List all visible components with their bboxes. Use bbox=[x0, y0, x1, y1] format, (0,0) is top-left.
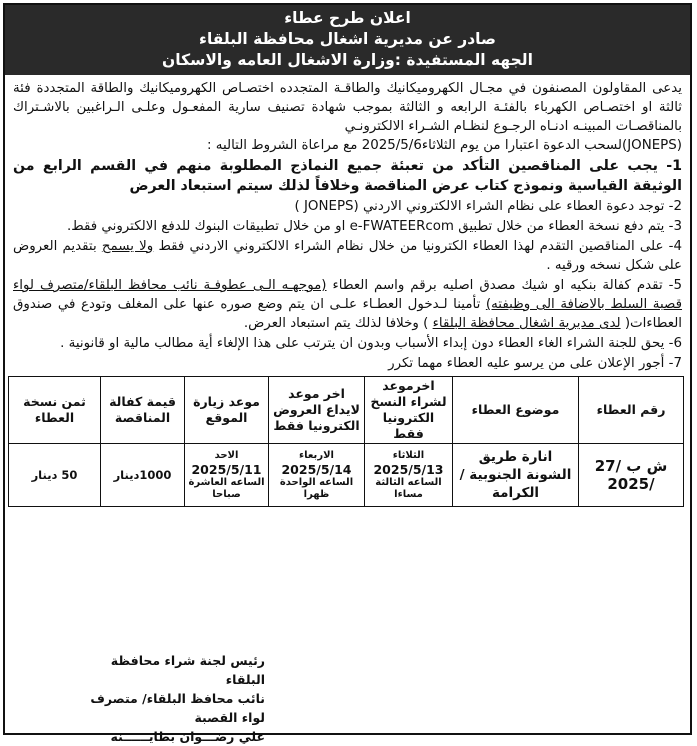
signature-line-1: رئيس لجنة شراء محافظة البلقاء bbox=[110, 653, 265, 687]
announcement-title: اعلان طرح عطاء bbox=[284, 9, 411, 27]
signature-line-2: نائب محافظ البلقاء/ متصرف لواء القصبة bbox=[90, 691, 265, 725]
condition-7: 7- أجور الإعلان على من يرسو عليه العطاء مهما تكرر bbox=[388, 356, 682, 371]
condition-5-text-b: تأمينا لـدخول العطـاء علـى ان يتم وضع صوره عنها على المغلف وتودع في صندوق العطاءات( bbox=[13, 297, 682, 331]
condition-6: 6- يحق للجنة الشراء الغاء العطاء دون إبداء الأسباب وبدون ان يترتب على هذا الإلغاء أية مطالب مالية او قانونية . bbox=[60, 336, 682, 351]
visit-date: 2025/5/11 bbox=[191, 461, 262, 477]
condition-5-text-c: ) وخلافا لذلك يتم استبعاد العرض. bbox=[243, 316, 433, 331]
condition-5-underlined-addressee: (موجهـه الـى عطوفـة نائب محافظ البلقاء/متصرف لواء قصبة السلط بالاضافة الى وظيفته) bbox=[13, 278, 683, 312]
beneficiary-line: الجهه المستفيدة :وزارة الاشغال العامه والاسكان bbox=[162, 51, 533, 69]
intro-paragraph bbox=[13, 79, 682, 155]
signature-line-3: علي رضـــوان بطايــــــنه bbox=[110, 729, 265, 744]
submit-day: الاربعاء bbox=[299, 449, 334, 461]
intro-text: يدعى المقاولون المصنفون في مجـال الكهروميكانيك والطاقـة المتجدده اختصـاص الكهروميكانيك والطاقة المتجددة فئة ثالثة او اختصـاص الكهرباء بالفئـة الرابعه و الثالثة بموجب شهادة تصنيف سارية المفعـول وعلـى الـراغبين بالاشـتراك بالمناقصـات المبينـه ادنـاه الرجـوع لنظـام الشـراء الالكترونـي bbox=[13, 81, 682, 134]
cell-submit-deadline bbox=[269, 444, 365, 507]
submit-date: 2025/5/14 bbox=[281, 461, 352, 477]
condition-5-text-a: 5- تقدم كفالة بنكيه او شيك مصدق اصليه برقم واسم العطاء bbox=[326, 278, 682, 293]
header-copy-deadline: اخرموعد لشراء النسخ الكترونيا فقط bbox=[365, 377, 453, 444]
condition-4 bbox=[13, 237, 682, 275]
header-guarantee: قيمة كفالة المناقصة bbox=[101, 377, 185, 444]
condition-4-underlined: ولا يسمح bbox=[101, 239, 154, 254]
cell-guarantee: 1000دينار bbox=[101, 444, 185, 507]
copy-time: الساعه الثالثة مساءا bbox=[375, 476, 442, 500]
signature-block bbox=[75, 651, 265, 746]
copy-date: 2025/5/13 bbox=[373, 461, 444, 477]
condition-2: 2- توجد دعوة العطاء على نظام الشراء الالكتروني الاردني (JONEPS ) bbox=[294, 199, 682, 214]
condition-1: 1- يجب على المناقصين التأكد من تعبئة جميع النماذج المطلوبة منهم في القسم الرابع من الوثيقة القياسية ونموذج كتاب عرض المناقصة وخلافاً لذلك سيتم استبعاد العرض bbox=[13, 158, 682, 194]
tender-table bbox=[8, 376, 684, 507]
visit-day: الاحد bbox=[214, 449, 239, 461]
header-site-visit: موعد زيارة الموقع bbox=[185, 377, 269, 444]
issuer-line: صادر عن مديرية اشغال محافظة البلقاء bbox=[199, 30, 496, 48]
header-subject: موضوع العطاء bbox=[453, 377, 579, 444]
condition-4-text-b: بتقديم العروض على شكل نسخه ورقيه . bbox=[13, 239, 682, 273]
tender-announcement bbox=[3, 3, 692, 744]
header-copy-price: ثمن نسخة العطاء bbox=[9, 377, 101, 444]
condition-5 bbox=[13, 276, 682, 333]
intro-tail: (JONEPS)لسحب الدعوة اعتبارا من يوم الثلاثاء2025/5/6 مع مراعاة الشروط التاليه : bbox=[207, 138, 682, 153]
header-tender-no: رقم العطاء bbox=[579, 377, 684, 444]
condition-5-underlined-location: لدى مديرية اشغال محافظة البلقاء bbox=[432, 316, 621, 331]
cell-site-visit bbox=[185, 444, 269, 507]
cell-subject: انارة طريق الشونة الجنوبية /الكرامة bbox=[453, 444, 579, 507]
submit-time: الساعه الواحدة ظهرا bbox=[279, 476, 354, 500]
table-header-row bbox=[9, 377, 684, 444]
visit-time: الساعه العاشرة صباحا bbox=[188, 476, 265, 500]
table-row bbox=[9, 444, 684, 507]
announcement-body bbox=[5, 75, 690, 373]
condition-3: 3- يتم دفع نسخة العطاء من خلال تطبيق e-FWATEERcom او من خلال تطبيقات البنوك للدفع الالكتروني فقط. bbox=[67, 219, 682, 234]
copy-day: الثلاثاء bbox=[392, 449, 425, 461]
cell-copy-deadline bbox=[365, 444, 453, 507]
condition-4-text-a: 4- على المناقصين التقدم لهذا العطاء الكترونيا من خلال نظام الشراء الالكتروني الاردني فقط bbox=[153, 239, 682, 254]
cell-copy-price: 50 دينار bbox=[9, 444, 101, 507]
header-submit-deadline: اخر موعد لايداع العروض الكترونيا فقط bbox=[269, 377, 365, 444]
cell-tender-no: ش ب /27 /2025 bbox=[579, 444, 684, 507]
announcement-header bbox=[5, 5, 690, 75]
